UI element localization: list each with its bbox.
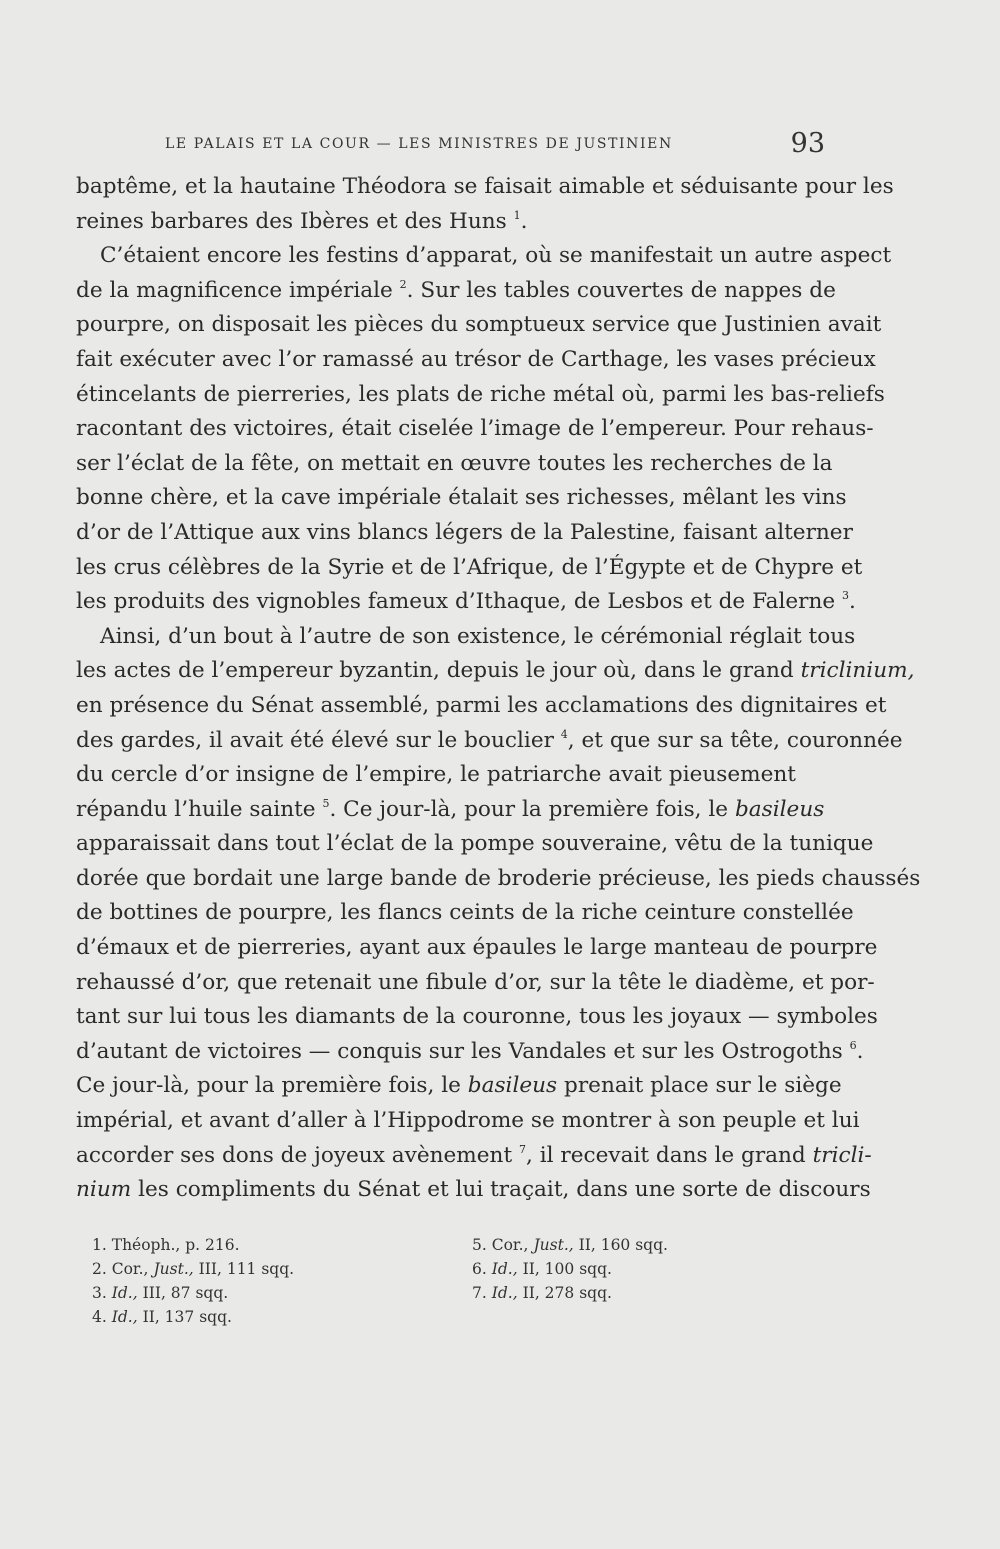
footnote-column-right bbox=[472, 1236, 668, 1308]
footnote-number: 3. bbox=[92, 1284, 107, 1302]
text-fragment: les produits des vignobles fameux d’Ithaque, de Lesbos et de Falerne bbox=[76, 589, 836, 615]
footnote-text: Cor., bbox=[111, 1260, 149, 1278]
text-line: du cercle d’or insigne de l’empire, le patriarche avait pieusement bbox=[76, 762, 796, 788]
text-fragment: , et que sur sa tête, couronnée bbox=[567, 727, 903, 753]
text-fragment: prenait place sur le siège bbox=[564, 1073, 842, 1099]
text-line: apparaissait dans tout l’éclat de la pompe souveraine, vêtu de la tunique bbox=[76, 831, 874, 857]
text-line: bonne chère, et la cave impériale étalait ses richesses, mêlant les vins bbox=[76, 485, 847, 511]
text-fragment: . bbox=[520, 208, 528, 234]
footnote-number: 2. bbox=[92, 1260, 107, 1278]
text-line: tant sur lui tous les diamants de la couronne, tous les joyaux — symboles bbox=[76, 1004, 878, 1030]
text-fragment: reines barbares des Ibères et des Huns bbox=[76, 208, 507, 234]
text-fragment: Ce jour-là, pour la première fois, le bbox=[76, 1073, 461, 1099]
footnote-text: III, 87 sqq. bbox=[142, 1284, 229, 1302]
text-fragment: les compliments du Sénat et lui traçait, dans une sorte de discours bbox=[138, 1177, 871, 1203]
footnote-number: 6. bbox=[472, 1260, 487, 1278]
text-line: racontant des victoires, était ciselée l’image de l’empereur. Pour rehaus- bbox=[76, 416, 874, 442]
running-head bbox=[165, 128, 825, 168]
text-fragment: de la magnificence impériale bbox=[76, 277, 393, 303]
text-line bbox=[76, 1069, 842, 1104]
text-fragment: . Sur les tables couvertes de nappes de bbox=[406, 277, 836, 303]
footnote-text: II, 137 sqq. bbox=[142, 1308, 232, 1326]
text-fragment-italic: nium bbox=[76, 1177, 132, 1203]
text-fragment-italic: triclinium, bbox=[800, 658, 915, 684]
text-line: baptême, et la hautaine Théodora se faisait aimable et séduisante pour les bbox=[76, 174, 894, 199]
footnote-text: II, 100 sqq. bbox=[522, 1260, 612, 1278]
text-fragment: accorder ses dons de joyeux avènement bbox=[76, 1142, 513, 1168]
footnote-italic: Id., bbox=[491, 1260, 518, 1278]
footnote-text: II, 160 sqq. bbox=[578, 1236, 668, 1254]
note-ref: 3 bbox=[842, 589, 850, 603]
text-fragment: les actes de l’empereur byzantin, depuis le jour où, dans le grand bbox=[76, 658, 794, 684]
text-line: ser l’éclat de la fête, on mettait en œuvre toutes les recherches de la bbox=[76, 450, 833, 476]
text-line bbox=[76, 585, 856, 620]
note-ref: 1 bbox=[513, 208, 521, 222]
text-line: les crus célèbres de la Syrie et de l’Afrique, de l’Égypte et de Chypre et bbox=[76, 554, 863, 580]
footnote bbox=[92, 1236, 294, 1260]
footnote-text: II, 278 sqq. bbox=[522, 1284, 612, 1302]
text-line bbox=[76, 1035, 864, 1070]
text-fragment: . Ce jour-là, pour la première fois, le bbox=[329, 796, 729, 822]
text-line: d’or de l’Attique aux vins blancs légers de la Palestine, faisant alterner bbox=[76, 519, 853, 545]
text-fragment: des gardes, il avait été élevé sur le bouclier bbox=[76, 727, 554, 753]
text-fragment-italic: basileus bbox=[734, 796, 825, 822]
text-line: fait exécuter avec l’or ramassé au trésor de Carthage, les vases précieux bbox=[76, 346, 876, 372]
text-line: étincelants de pierreries, les plats de riche métal où, parmi les bas-reliefs bbox=[76, 381, 885, 407]
text-line bbox=[76, 654, 915, 689]
note-ref: 5 bbox=[322, 796, 330, 810]
text-fragment-italic: tricli- bbox=[812, 1142, 872, 1168]
footnote-italic: Id., bbox=[491, 1284, 518, 1302]
page-number: 93 bbox=[790, 128, 825, 159]
note-ref: 2 bbox=[399, 277, 407, 291]
text-line: pourpre, on disposait les pièces du somptueux service que Justinien avait bbox=[76, 312, 882, 338]
footnote-number: 5. bbox=[472, 1236, 487, 1254]
text-line: impérial, et avant d’aller à l’Hippodrome se montrer à son peuple et lui bbox=[76, 1108, 860, 1134]
text-line bbox=[76, 724, 903, 759]
footnote-italic: Id., bbox=[111, 1284, 138, 1302]
text-fragment: , il recevait dans le grand bbox=[526, 1142, 806, 1168]
footnote-column-left bbox=[92, 1236, 294, 1332]
text-line: de bottines de pourpre, les flancs ceints de la riche ceinture constellée bbox=[76, 900, 854, 926]
note-ref: 6 bbox=[849, 1038, 857, 1052]
text-fragment: d’autant de victoires — conquis sur les Vandales et sur les Ostrogoths bbox=[76, 1038, 843, 1064]
running-title: LE PALAIS ET LA COUR — LES MINISTRES DE JUSTINIEN bbox=[165, 136, 673, 152]
footnote-text: III, 111 sqq. bbox=[198, 1260, 295, 1278]
footnote-italic: Just., bbox=[153, 1260, 194, 1278]
text-line: d’émaux et de pierreries, ayant aux épaules le large manteau de pourpre bbox=[76, 935, 878, 961]
footnote bbox=[92, 1308, 294, 1332]
footnote-text: Théoph., p. 216. bbox=[111, 1236, 240, 1254]
body-text bbox=[76, 170, 921, 1208]
footnote bbox=[472, 1260, 668, 1284]
footnote-number: 7. bbox=[472, 1284, 487, 1302]
text-fragment: . bbox=[856, 1038, 864, 1064]
text-line bbox=[76, 1173, 871, 1208]
text-line: en présence du Sénat assemblé, parmi les acclamations des dignitaires et bbox=[76, 692, 887, 718]
text-line bbox=[76, 274, 836, 309]
text-line: rehaussé d’or, que retenait une fibule d’or, sur la tête le diadème, et por- bbox=[76, 969, 875, 995]
note-ref: 4 bbox=[560, 727, 568, 741]
text-fragment: . bbox=[849, 589, 856, 615]
text-fragment-italic: basileus bbox=[467, 1073, 558, 1099]
footnote-number: 4. bbox=[92, 1308, 107, 1326]
footnote-number: 1. bbox=[92, 1236, 107, 1254]
footnote bbox=[472, 1236, 668, 1260]
footnote-text: Cor., bbox=[491, 1236, 529, 1254]
text-line bbox=[76, 1139, 872, 1174]
text-line: C’étaient encore les festins d’apparat, où se manifestait un autre aspect bbox=[100, 243, 892, 269]
footnote-italic: Just., bbox=[533, 1236, 574, 1254]
footnote bbox=[472, 1284, 668, 1308]
text-line: dorée que bordait une large bande de broderie précieuse, les pieds chaussés bbox=[76, 865, 921, 891]
note-ref: 7 bbox=[519, 1142, 526, 1156]
text-line bbox=[76, 793, 825, 828]
text-line: Ainsi, d’un bout à l’autre de son existence, le cérémonial réglait tous bbox=[100, 623, 856, 649]
text-fragment: répandu l’huile sainte bbox=[76, 796, 316, 822]
footnote-italic: Id., bbox=[111, 1308, 138, 1326]
footnote bbox=[92, 1260, 294, 1284]
text-line bbox=[76, 205, 796, 240]
footnote bbox=[92, 1284, 294, 1308]
